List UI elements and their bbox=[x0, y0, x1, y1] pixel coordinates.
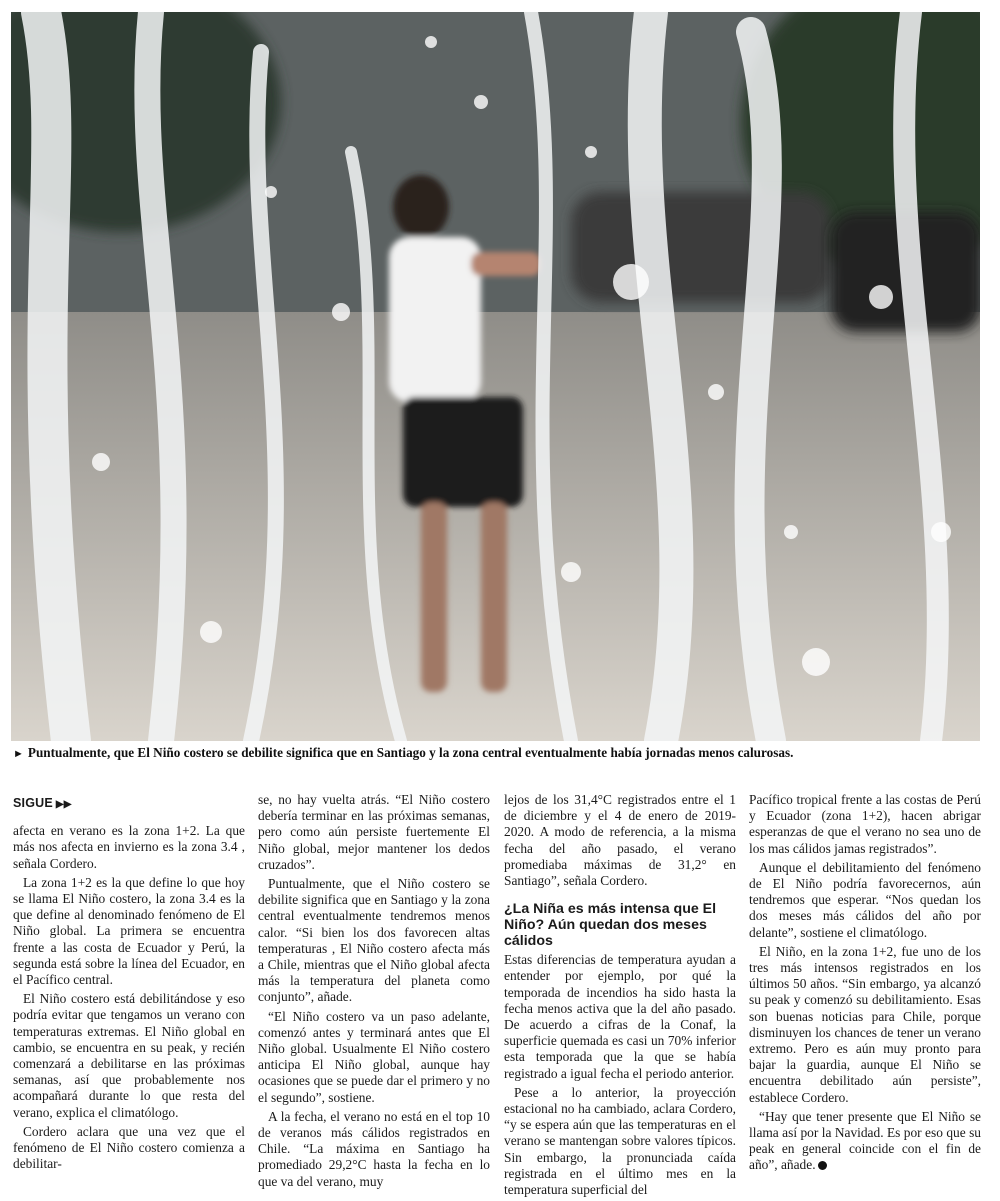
end-of-article-icon bbox=[818, 1161, 827, 1170]
photo-caption bbox=[13, 744, 983, 763]
article-column-2 bbox=[258, 792, 490, 1193]
continue-label bbox=[13, 795, 245, 813]
paragraph-last-text: “Hay que tener presente que El Niño se llama así por la Navidad. Es por eso que su peak en general coincide con el fin de año”, añade. bbox=[749, 1108, 981, 1173]
paragraph: Puntualmente, que el Niño costero se debilite significa que en Santiago y la zona central eventualmente tendremos menos calor. “Si bien los dos favorecen altas temperaturas , El Niño costero afecta más a Chile, mientras que el Niño global afecta más la temperatura del planeta como conjunto”, añade. bbox=[258, 876, 490, 1005]
article-column-1 bbox=[13, 792, 245, 1175]
caption-marker-icon: ► bbox=[13, 748, 24, 760]
paragraph: Pacífico tropical frente a las costas de Perú y Ecuador (zona 1+2), hacen abrigar esperanzas de que el verano no sea uno de los mas cálidos jamas registrados”. bbox=[749, 792, 981, 856]
continue-label-text: SIGUE bbox=[13, 796, 53, 810]
paragraph: A la fecha, el verano no está en el top 10 de veranos más cálidos registrados en Chile. “La máxima en Santiago ha promediado 29,2°C hasta la fecha en lo que va del verano, muy bbox=[258, 1108, 490, 1189]
paragraph: Aunque el debilitamiento del fenómeno de El Niño podría favorecernos, aún tendremos que esperar. “Nos quedan los dos meses más cálidos del año por delante”, sostiene el climatólogo. bbox=[749, 859, 981, 940]
article-column-3 bbox=[504, 792, 736, 1201]
paragraph: Estas diferencias de temperatura ayudan a entender por ejemplo, por qué la temporada de incendios ha sido hasta la fecha menos activa que la del año pasado. De acuerdo a cifras de la Conaf, la superficie quemada es casi un 70% inferior esta temporada que la que se había registrado a igual fecha el periodo anterior. bbox=[504, 952, 736, 1081]
paragraph: Cordero aclara que una vez que el fenómeno de El Niño costero comienza a debilitar- bbox=[13, 1123, 245, 1172]
article-subheading: ¿La Niña es más intensa que El Niño? Aún quedan dos meses cálidos bbox=[504, 901, 717, 950]
paragraph: Pese a lo anterior, la proyección estacional no ha cambiado, aclara Cordero, “y se espera aún que las temperaturas en el verano se mantengan sobre valores típicos. Sin embargo, la pronunciada caída registrada en el último mes en la temperatura superficial del bbox=[504, 1084, 736, 1198]
fountain-photo bbox=[11, 12, 980, 741]
caption-text: Puntualmente, que El Niño costero se debilite significa que en Santiago y la zona central eventualmente había jornadas menos calurosas. bbox=[27, 745, 794, 760]
paragraph: La zona 1+2 es la que define lo que hoy se llama El Niño costero, la zona 3.4 es la que define al denominado fenómeno de El Niño global. La primera se encuentra frente a las costa de Ecuador y Perú, la segunda está sobre la línea del Ecuador, en el Pacífico central. bbox=[13, 874, 245, 988]
fountain-photo-graphic bbox=[11, 12, 980, 741]
paragraph: El Niño, en la zona 1+2, fue uno de los tres más intensos registrados en los últimos 50 años. “Sin embargo, ya alcanzó su peak y comenzó su debilitamiento. Esas son buenas noticias para Chile, porque disminuyen los chances de tener un verano extremo. Pero es aún muy pronto para bajar la guardia, aunque El Niño se encuentra debilitado aún persiste”, establece Cordero. bbox=[749, 943, 981, 1105]
paragraph: “El Niño costero va un paso adelante, comenzó antes y terminará antes que El Niño global. Usualmente El Niño costero anticipa El Niño global, aunque hay ocasiones que se puede dar el primero y no el segundo”, sostiene. bbox=[258, 1008, 490, 1105]
paragraph: afecta en verano es la zona 1+2. La que más nos afecta en invierno es la zona 3.4 , señala Cordero. bbox=[13, 823, 245, 871]
double-arrow-icon: ▶▶ bbox=[55, 799, 72, 810]
paragraph: lejos de los 31,4°C registrados entre el 1 de diciembre y el 4 de enero de 2019- 2020. A modo de referencia, a la misma fecha del año pasado, el verano promediaba máximas de 31,2° en Santiago”, señala Cordero. bbox=[504, 792, 736, 889]
article-column-4 bbox=[749, 792, 981, 1177]
paragraph-last bbox=[749, 1109, 981, 1174]
paragraph: El Niño costero está debilitándose y eso podría evitar que tengamos un verano con temperaturas extremas. El Niño global en cambio, se encuentra en su peak, y recién comenzará a debilitarse en las próximas semanas, así que probablemente nos acompañará durante lo que resta del verano, explica el climatólogo. bbox=[13, 991, 245, 1120]
paragraph: se, no hay vuelta atrás. “El Niño costero debería terminar en las próximas semanas, pero como aún persiste fuertemente El Niño global, mejor mantener los dedos cruzados”. bbox=[258, 792, 490, 872]
